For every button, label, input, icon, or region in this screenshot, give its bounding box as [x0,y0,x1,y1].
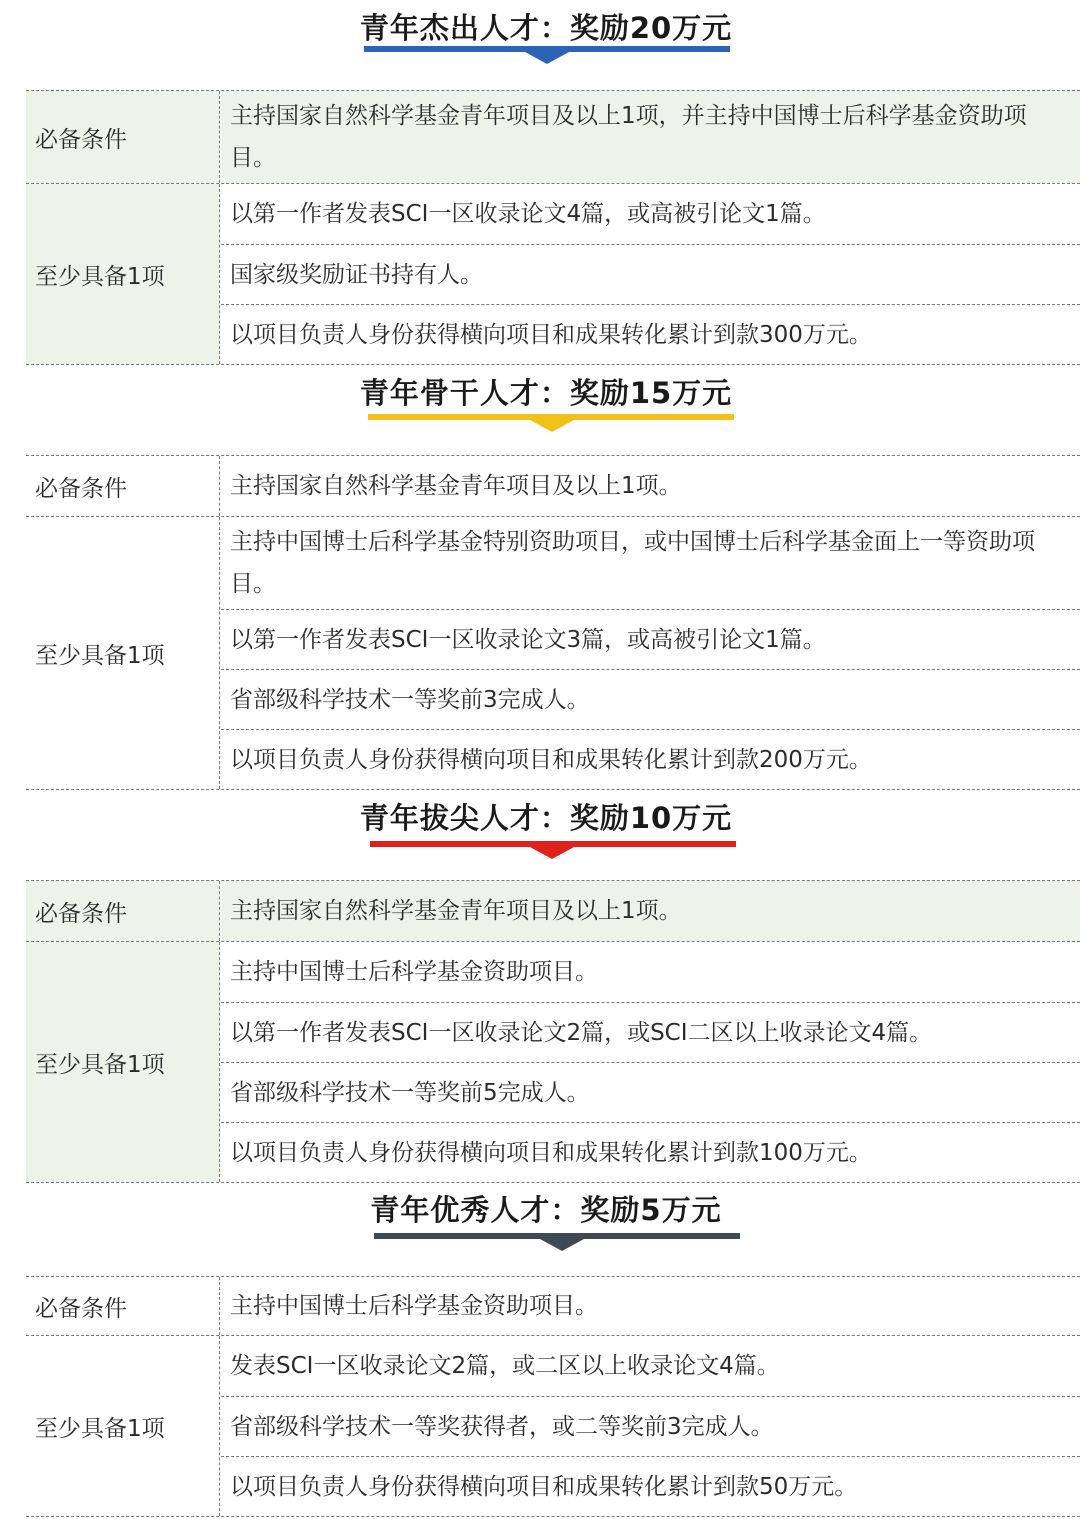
optional-row [26,1335,1080,1517]
requirement-item: 主持国家自然科学基金青年项目及以上1项。 [230,473,682,499]
criteria-table [26,90,1080,365]
condition-item: 以项目负责人身份获得横向项目和成果转化累计到款100万元。 [221,1122,1080,1182]
required-label: 必备条件 [26,456,220,516]
tier-banner [0,365,1080,429]
condition-item: 以第一作者发表SCI一区收录论文2篇，或SCI二区以上收录论文4篇。 [221,1002,1080,1062]
tier-banner [0,1182,1080,1246]
requirement-item: 主持国家自然科学基金青年项目及以上1项，并主持中国博士后科学基金资助项目。 [230,103,1027,171]
required-row [26,880,1080,941]
required-row [26,90,1080,183]
required-row [26,455,1080,516]
tier-banner [0,790,1080,854]
condition-item: 以第一作者发表SCI一区收录论文3篇，或高被引论文1篇。 [221,609,1080,669]
condition-item: 以第一作者发表SCI一区收录论文4篇，或高被引论文1篇。 [230,201,826,227]
required-label: 必备条件 [26,1277,220,1335]
condition-item: 省部级科学技术一等奖前5完成人。 [221,1062,1080,1122]
condition-item: 以项目负责人身份获得横向项目和成果转化累计到款50万元。 [221,1456,1080,1516]
condition-item: 以项目负责人身份获得横向项目和成果转化累计到款200万元。 [221,729,1080,789]
optional-label: 至少具备1项 [26,1336,220,1516]
criteria-table [26,1276,1080,1517]
condition-item: 以项目负责人身份获得横向项目和成果转化累计到款300万元。 [221,304,1080,364]
requirement-item: 主持国家自然科学基金青年项目及以上1项。 [230,898,682,924]
condition-item: 主持中国博士后科学基金资助项目。 [230,959,598,985]
tier-section-backbone [0,365,1080,773]
optional-label: 至少具备1项 [26,942,220,1182]
condition-item: 省部级科学技术一等奖获得者，或二等奖前3完成人。 [221,1396,1080,1456]
required-row [26,1276,1080,1335]
tier-title: 青年骨干人才：奖励15万元 [359,376,733,410]
optional-label: 至少具备1项 [26,517,220,789]
required-label: 必备条件 [26,881,220,941]
condition-item: 发表SCI一区收录论文2篇，或二区以上收录论文4篇。 [230,1353,780,1379]
criteria-table [26,880,1080,1183]
condition-item: 省部级科学技术一等奖前3完成人。 [221,669,1080,729]
tier-section-excellent [0,1182,1080,1500]
condition-item: 国家级奖励证书持有人。 [221,244,1080,304]
tier-title: 青年拔尖人才：奖励10万元 [359,801,733,835]
optional-row [26,941,1080,1183]
requirement-item: 主持中国博士后科学基金资助项目。 [230,1293,598,1319]
optional-label: 至少具备1项 [26,184,220,364]
required-label: 必备条件 [26,91,220,183]
down-arrow-icon [525,52,569,64]
tier-section-top [0,790,1080,1166]
optional-row [26,516,1080,790]
optional-row [26,183,1080,365]
tier-title: 青年杰出人才：奖励20万元 [359,11,733,45]
condition-item: 主持中国博士后科学基金特别资助项目，或中国博士后科学基金面上一等资助项目。 [230,529,1035,597]
down-arrow-icon [530,847,574,859]
tier-title: 青年优秀人才：奖励5万元 [370,1193,722,1227]
down-arrow-icon [540,1239,584,1251]
tier-section-outstanding [0,0,1080,348]
criteria-table [26,455,1080,790]
tier-banner [0,0,1080,64]
down-arrow-icon [530,420,574,432]
